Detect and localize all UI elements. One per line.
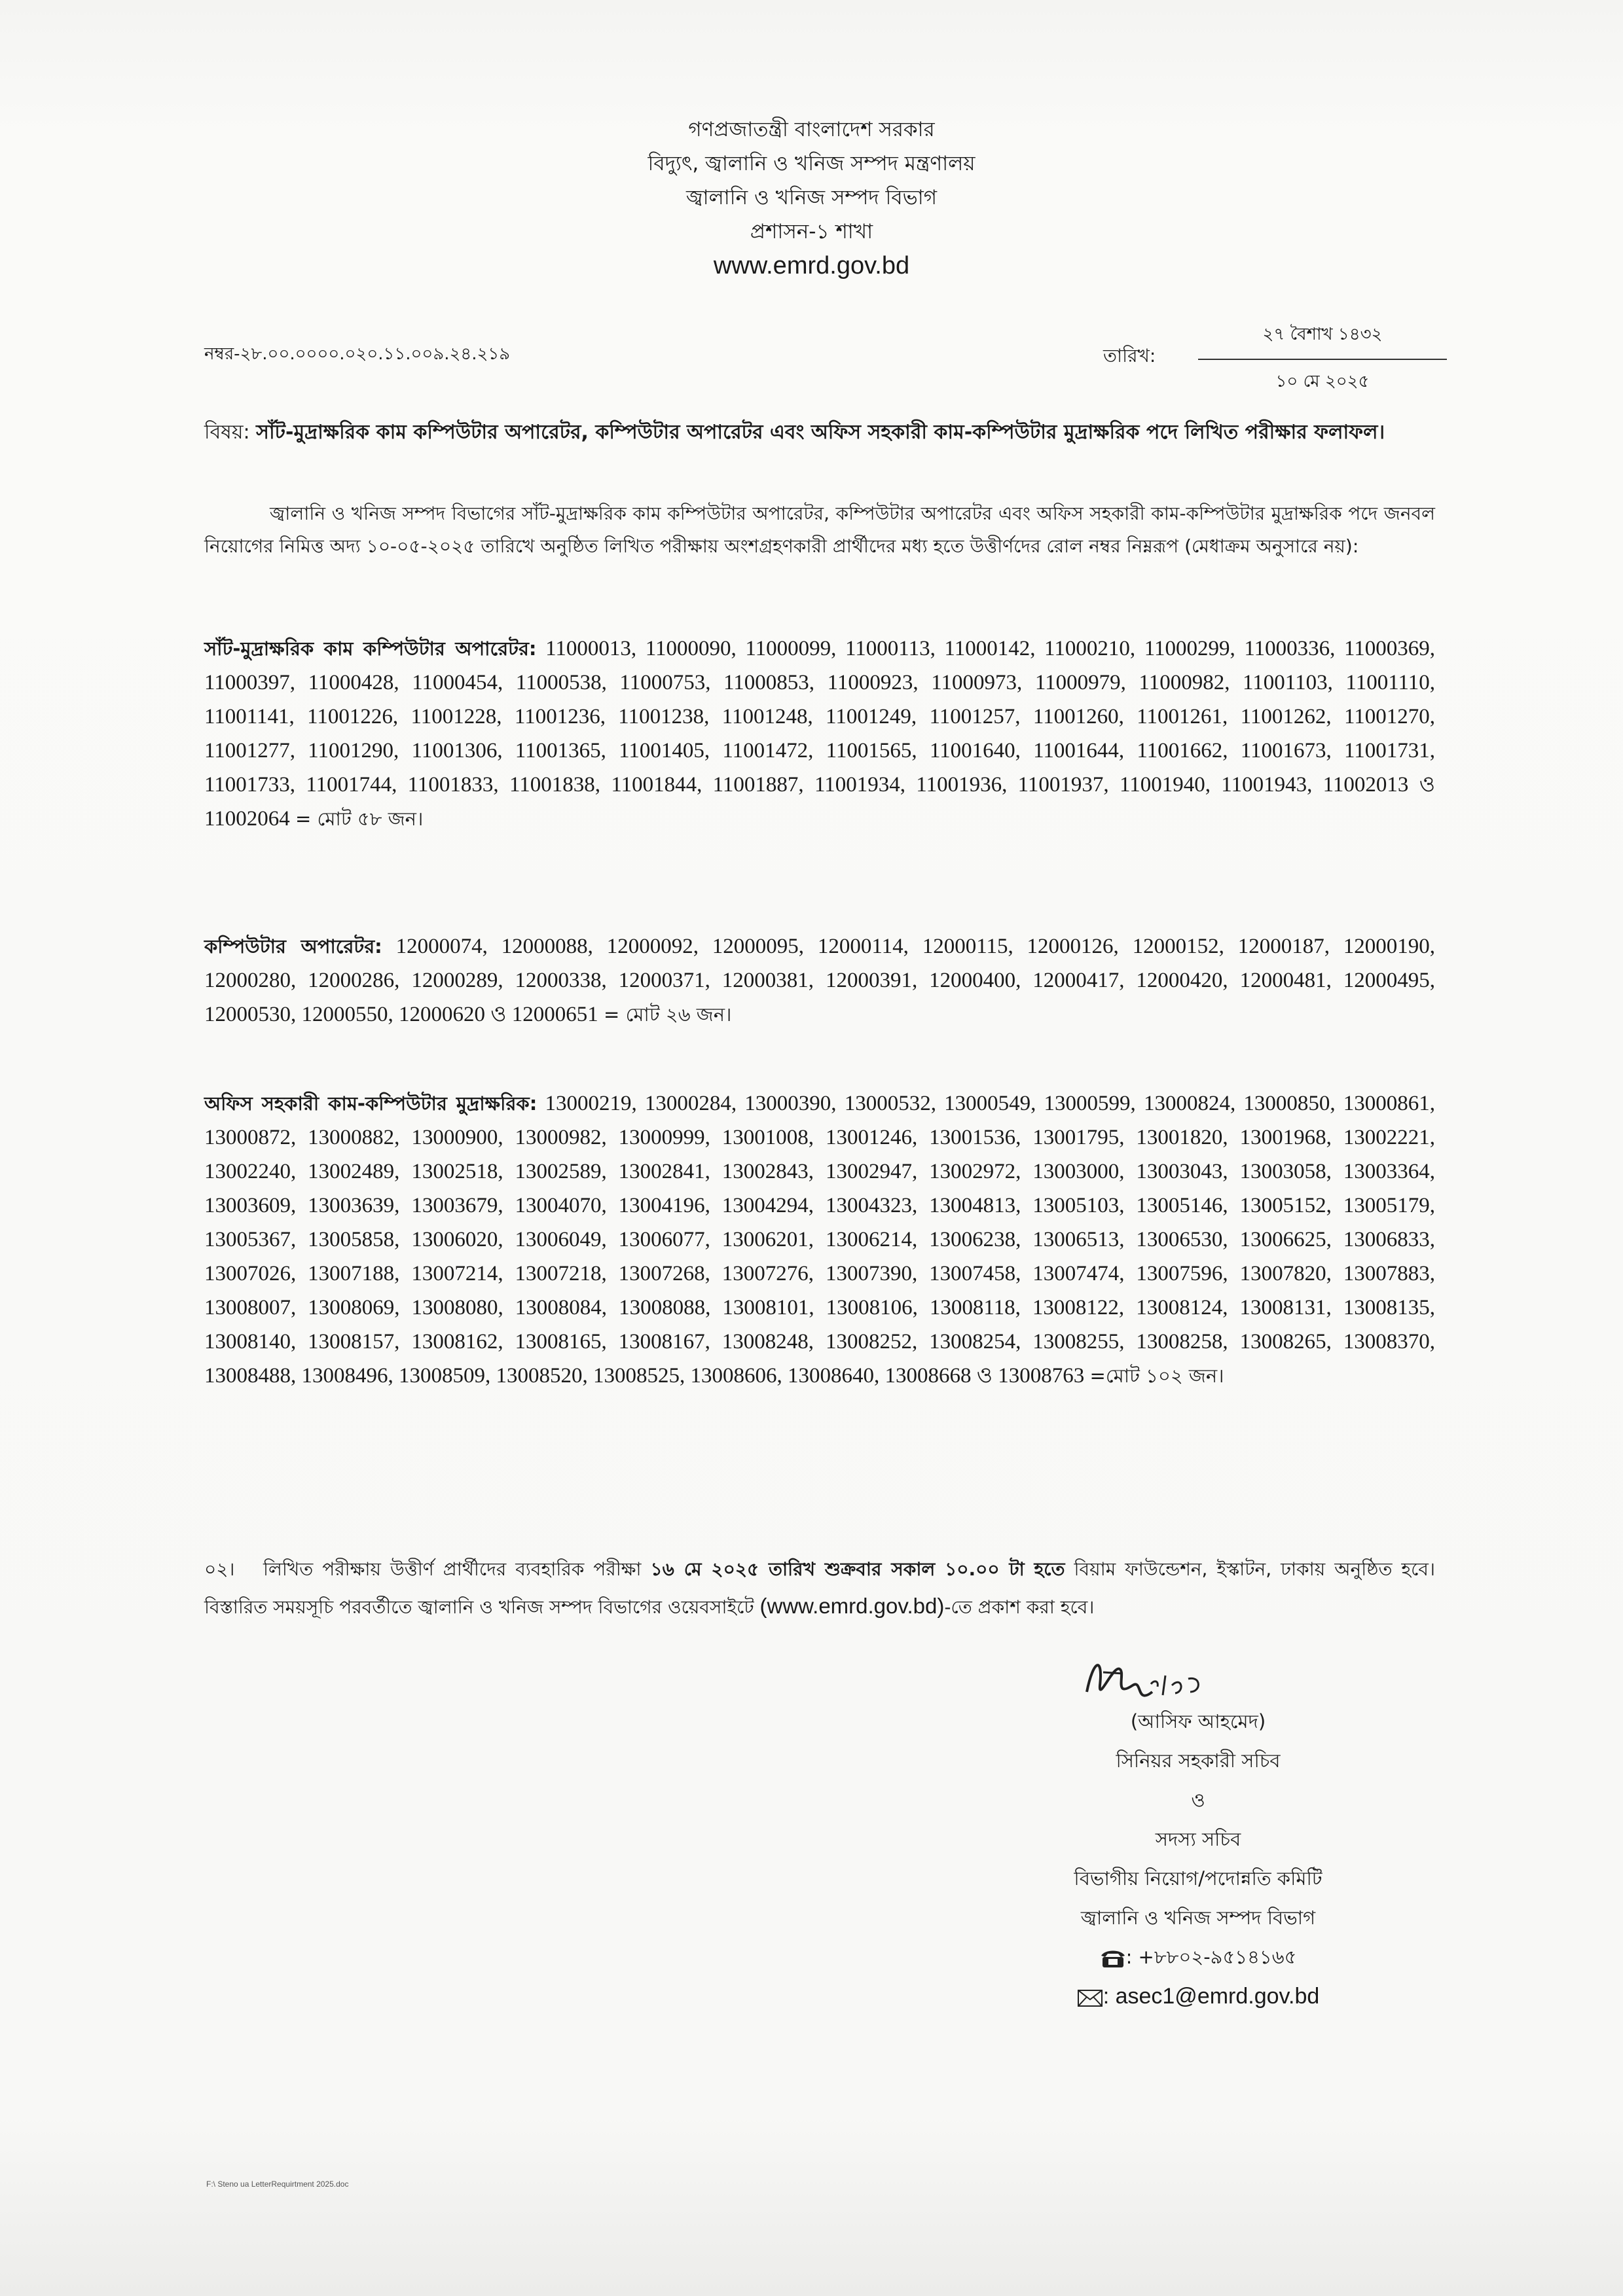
section-title: অফিস সহকারী কাম-কম্পিউটার মুদ্রাক্ষরিক: <box>204 1092 538 1115</box>
website-url: www.emrd.gov.bd <box>713 252 910 279</box>
branch-name: প্রশাসন-১ শাখা <box>750 220 873 243</box>
division-name: জ্বালানি ও খনিজ সম্পদ বিভাগ <box>685 186 938 209</box>
date-divider <box>1198 359 1447 360</box>
note-date-time: ১৬ মে ২০২৫ তারিখ শুক্রবার সকাল ১০.০০ টা হতে <box>650 1558 1065 1580</box>
section-title: সাঁট-মুদ্রাক্ষরিক কাম কম্পিউটার অপারেটর: <box>204 637 537 660</box>
signatory-committee: বিভাগীয় নিয়োগ/পদোন্নতি কমিটি <box>1074 1867 1322 1890</box>
section-total: = মোট ৫৮ জন। <box>295 808 424 830</box>
note-text: লিখিত পরীক্ষায় উত্তীর্ণ প্রার্থীদের ব্যবহারিক পরীক্ষা <box>263 1558 642 1580</box>
government-name: গণপ্রজাতন্ত্রী বাংলাদেশ সরকার <box>688 118 935 141</box>
note-venue: বিয়াম ফাউন্ডেশন, ইস্কাটন, ঢাকায় অনুষ্ঠিত হবে। বিস্তারিত সময়সূচি পরবর্তীতে জ্বালানি ও খনিজ সম্পদ বিভাগের ওয়েবসাইটে <box>204 1558 1435 1618</box>
signatory-email: : asec1@emrd.gov.bd <box>1002 1977 1395 2017</box>
date-label: তারিখ: <box>1103 345 1156 367</box>
section-total: = মোট ২৬ জন। <box>604 1003 732 1026</box>
signatory-and: ও <box>1191 1789 1205 1811</box>
subject-label: বিষয়: <box>204 421 250 444</box>
footer-file-path: F:\ Steno ua LetterRequirtment 2025.doc <box>206 2179 349 2189</box>
signatory-role: সদস্য সচিব <box>1155 1828 1241 1850</box>
memo-number: নম্বর-২৮.০০.০০০০.০২০.১১.০০৯.২৪.২১৯ <box>204 344 511 364</box>
signatory-name: (আসিফ আহমেদ) <box>1130 1710 1266 1732</box>
roll-numbers: 12000074, 12000088, 12000092, 12000095, 12000114, 12000115, 12000126, 12000152, 12000187, 12000190, 12000280, 12000286, 12000289, 12000338, 12000371, 12000381, 12000391, 12000400, 12000417, 12000420, 12000481, 12000495, 12000530, 12000550, 12000620 ও 12000651 <box>204 935 1436 1026</box>
result-section-steno <box>204 632 1435 836</box>
roll-numbers: 13000219, 13000284, 13000390, 13000532, 13000549, 13000599, 13000824, 13000850, 13000861, 13000872, 13000882, 13000900, 13000982, 13000999, 13001008, 13001246, 13001536, 13001795, 13001820, 13001968, 13002221, 13002240, 13002489, 13002518, 13002589, 13002841, 13002843, 13002947, 13002972, 13003000, 13003043, 13003058, 13003364, 13003609, 13003639, 13003679, 13004070, 13004196, 13004294, 13004323, 13004813, 13005103, 13005146, 13005152, 13005179, 13005367, 13005858, 13006020, 13006049, 13006077, 13006201, 13006214, 13006238, 13006513, 13006530, 13006625, 13006833, 13007026, 13007188, 13007214, 13007218, 13007268, 13007276, 13007390, 13007458, 13007474, 13007596, 13007820, 13007883, 13008007, 13008069, 13008080, 13008084, 13008088, 13008101, 13008106, 13008118, 13008122, 13008124, 13008131, 13008135, 13008140, 13008157, 13008162, 13008165, 13008167, 13008248, 13008252, 13008254, 13008255, 13008258, 13008265, 13008370, 13008488, 13008496, 13008509, 13008520, 13008525, 13008606, 13008640, 13008668 ও 13008763 <box>204 1092 1436 1388</box>
envelope-icon <box>1077 1988 1103 2008</box>
result-section-office-assistant <box>204 1086 1435 1393</box>
signatory-block <box>1002 1702 1395 2017</box>
subject-text: সাঁট-মুদ্রাক্ষরিক কাম কম্পিউটার অপারেটর, কম্পিউটার অপারেটর এবং অফিস সহকারী কাম-কম্পিউটার মুদ্রাক্ষরিক পদে লিখিত পরীক্ষার ফলাফল। <box>256 421 1385 444</box>
signatory-division: জ্বালানি ও খনিজ সম্পদ বিভাগ <box>1080 1907 1316 1929</box>
date-bangla: ২৭ বৈশাখ ১৪৩২ <box>1262 325 1383 344</box>
subject <box>204 414 1435 452</box>
telephone-icon <box>1100 1948 1126 1969</box>
note-number: ০২। <box>204 1558 235 1580</box>
result-section-computer-operator <box>204 929 1435 1031</box>
section-total: =মোট ১০২ জন। <box>1089 1365 1224 1387</box>
roll-numbers: 11000013, 11000090, 11000099, 11000113, 11000142, 11000210, 11000299, 11000336, 11000369, 11000397, 11000428, 11000454, 11000538, 11000753, 11000853, 11000923, 11000973, 11000979, 11000982, 11001103, 11001110, 11001141, 11001226, 11001228, 11001236, 11001238, 11001248, 11001249, 11001257, 11001260, 11001261, 11001262, 11001270, 11001277, 11001290, 11001306, 11001365, 11001405, 11001472, 11001565, 11001640, 11001644, 11001662, 11001673, 11001731, 11001733, 11001744, 11001833, 11001838, 11001844, 11001887, 11001934, 11001936, 11001937, 11001940, 11001943, 11002013 ও 11002064 <box>204 637 1435 831</box>
date-block <box>1198 321 1447 397</box>
section-title: কম্পিউটার অপারেটর: <box>204 935 382 958</box>
note-website-url: (www.emrd.gov.bd) <box>759 1594 945 1618</box>
date-gregorian: ১০ মে ২০২৫ <box>1275 372 1370 391</box>
note-end: -তে প্রকাশ করা হবে। <box>944 1596 1095 1618</box>
signatory-phone: : +৮৮০২-৯৫১৪১৬৫ <box>1002 1937 1395 1977</box>
ministry-name: বিদ্যুৎ, জ্বালানি ও খনিজ সম্পদ মন্ত্রণালয় <box>647 152 976 175</box>
signatory-designation: সিনিয়র সহকারী সচিব <box>1116 1749 1281 1772</box>
practical-exam-note <box>204 1551 1435 1626</box>
letterhead <box>0 113 1623 283</box>
intro-paragraph: জ্বালানি ও খনিজ সম্পদ বিভাগের সাঁট-মুদ্রাক্ষরিক কাম কম্পিউটার অপারেটর, কম্পিউটার অপারেটর এবং অফিস সহকারী কাম-কম্পিউটার মুদ্রাক্ষরিক পদে জনবল নিয়োগের নিমিত্ত অদ্য ১০-০৫-২০২৫ তারিখে অনুষ্ঠিত লিখিত পরীক্ষায় অংশগ্রহণকারী প্রার্থীদের মধ্য হতে উত্তীর্ণদের রোল নম্বর নিম্নরূপ (মেধাক্রম অনুসারে নয়): <box>204 503 1435 557</box>
